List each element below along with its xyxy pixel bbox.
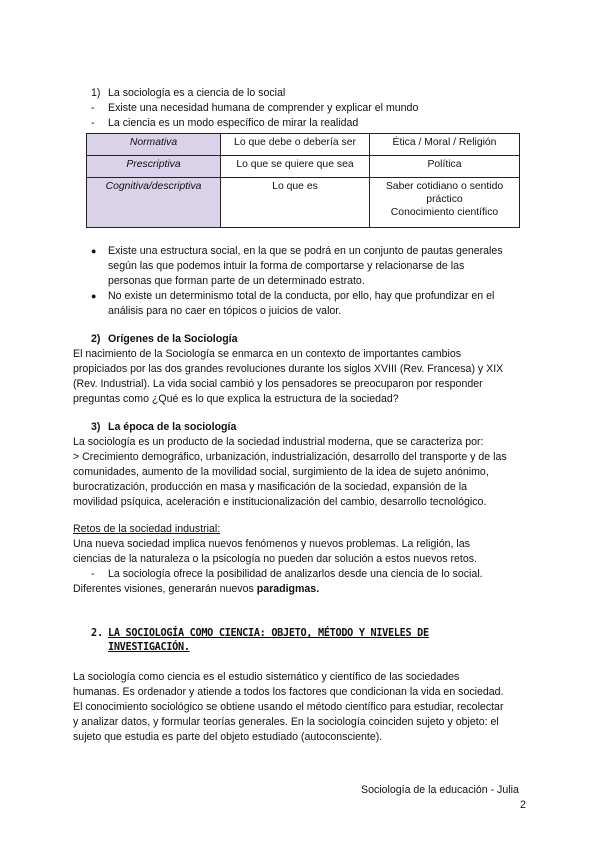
- paragraph-line: (Rev. Industrial). La vida social cambió y los pensadores se preocuparon por responder: [73, 378, 483, 390]
- list-item-text: La sociología es a ciencia de lo social: [108, 87, 286, 99]
- paragraph-line: y analizar datos, y formular teorías generales. En la sociología coinciden sujeto y objeto: el: [73, 716, 499, 728]
- dash-marker: -: [91, 117, 95, 129]
- dash-marker: -: [91, 568, 95, 580]
- table-cell: Cognitiva/descriptiva: [87, 178, 221, 228]
- table-cell: Política: [370, 156, 520, 178]
- paragraph-text: Diferentes visiones, generarán nuevos: [73, 583, 257, 595]
- dash-item-text: La ciencia es un modo específico de mirar la realidad: [108, 117, 359, 129]
- bullet-dot: ●: [91, 291, 97, 301]
- table-cell-line: Saber cotidiano o sentido: [385, 181, 504, 192]
- list-number: 1): [91, 87, 101, 99]
- bullet-dot: ●: [91, 246, 97, 256]
- emphasis-text: paradigmas.: [256, 583, 320, 595]
- section-title: La época de la sociología: [108, 421, 237, 433]
- paragraph-line: El conocimiento sociológico se obtiene usando el método científico para estudiar, recolectar: [73, 701, 504, 713]
- paragraph-line: preguntas como ¿Qué es lo que explica la estructura de la sociedad?: [73, 393, 399, 405]
- bullet-text: según las que podemos intuir la forma de comportarse y relacionarse de las: [108, 260, 465, 272]
- table-row: [87, 134, 520, 156]
- paragraph-line: humanas. Es ordenador y atiende a todos los factores que condicionan la vida en sociedad.: [73, 686, 504, 698]
- section-number: 3): [91, 421, 101, 433]
- table-cell: Lo que debe o debería ser: [221, 134, 370, 156]
- table-cell-line: Conocimiento científico: [390, 207, 499, 218]
- dash-marker: -: [91, 102, 95, 114]
- bullet-text: personas que forman parte de un determinado estrato.: [108, 275, 365, 287]
- paragraph-line: El nacimiento de la Sociología se enmarca en un contexto de importantes cambios: [73, 348, 462, 360]
- paragraph-line: propiciados por las dos grandes revoluciones durante los siglos XVIII (Rev. Francesa) y XIX: [73, 363, 504, 375]
- bullet-text: análisis para no caer en tópicos o juicios de valor.: [108, 305, 342, 317]
- dash-item-text: La sociología ofrece la posibilidad de analizarlos desde una ciencia de lo social.: [108, 568, 483, 580]
- page-number: 2: [520, 799, 526, 811]
- table-cell: [370, 178, 520, 228]
- paragraph-line: sujeto que estudia es parte del objeto estudiado (autoconsciente).: [73, 731, 383, 743]
- table-cell: Normativa: [87, 134, 221, 156]
- paragraph-line: > Crecimiento demográfico, urbanización, industrialización, desarrollo del transporte y de las: [73, 451, 507, 463]
- section-number: 2): [91, 333, 101, 345]
- paragraph-line: La sociología es un producto de la sociedad industrial moderna, que se caracteriza por:: [73, 436, 484, 448]
- heading-number: 2.: [91, 628, 104, 639]
- paragraph-line: comunidades, aumento de la movilidad social, surgimiento de la idea de sujeto anónimo,: [73, 466, 489, 478]
- bullet-text: Existe una estructura social, en la que se podrá en un conjunto de pautas generales: [108, 245, 503, 257]
- bullet-text: No existe un determinismo total de la conducta, por ello, hay que profundizar en el: [108, 290, 495, 302]
- section-title: Orígenes de la Sociología: [108, 333, 238, 345]
- subsection-title: Retos de la sociedad industrial:: [73, 523, 221, 535]
- table-row: [87, 178, 520, 228]
- paragraph-line: ciencias de la naturaleza o la psicología no pueden dar solución a estos nuevos retos.: [73, 553, 478, 565]
- table-cell: Lo que se quiere que sea: [221, 156, 370, 178]
- table-cell: Prescriptiva: [87, 156, 221, 178]
- knowledge-types-table: [86, 133, 520, 228]
- chapter-heading: LA SOCIOLOGÍA COMO CIENCIA: OBJETO, MÉTODO Y NIVELES DE INVESTIGACIÓN.: [108, 628, 429, 653]
- paragraph-line: La sociología como ciencia es el estudio sistemático y científico de las sociedades: [73, 671, 460, 683]
- paragraph-line: movilidad psíquica, aceleración e institucionalización del cambio, desarrollo tecnológico.: [73, 496, 487, 508]
- dash-item-text: Existe una necesidad humana de comprender y explicar el mundo: [108, 102, 419, 114]
- table-cell-line: práctico: [426, 194, 463, 205]
- table-cell: Ética / Moral / Religión: [370, 134, 520, 156]
- table-cell: Lo que es: [221, 178, 370, 228]
- footer-text: Sociología de la educación - Julia: [361, 784, 519, 796]
- paragraph-line: Una nueva sociedad implica nuevos fenómenos y nuevos problemas. La religión, las: [73, 538, 470, 550]
- table-row: [87, 156, 520, 178]
- paragraph-line: [73, 582, 319, 596]
- paragraph-line: burocratización, producción en masa y masificación de la sociedad, expansión de la: [73, 481, 467, 493]
